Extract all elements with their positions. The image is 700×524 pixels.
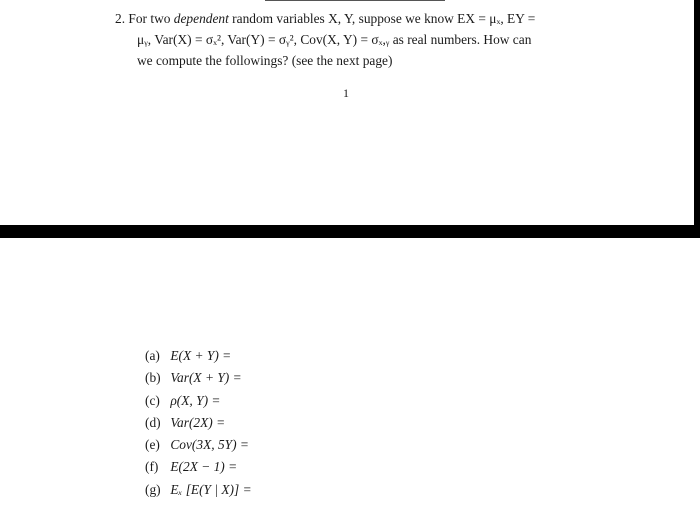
part-expression: E(2X − 1) = bbox=[170, 459, 238, 475]
part-f bbox=[145, 456, 252, 478]
part-e bbox=[145, 434, 252, 456]
part-label: (e) bbox=[145, 437, 160, 453]
part-a bbox=[145, 345, 252, 367]
page-1 bbox=[0, 0, 700, 225]
part-expression: ρ(X, Y) = bbox=[170, 392, 221, 408]
problem-text-suffix: random variables X, Y, suppose we know EX = μₓ, EY = bbox=[228, 11, 536, 26]
part-expression: Cov(3X, 5Y) = bbox=[170, 437, 249, 453]
part-expression: Var(X + Y) = bbox=[170, 370, 242, 386]
problem-number: 2. bbox=[115, 11, 126, 26]
part-expression: E(X + Y) = bbox=[170, 348, 232, 363]
part-expression: Var(2X) = bbox=[170, 414, 226, 430]
part-label: (f) bbox=[145, 459, 159, 475]
part-d bbox=[145, 412, 252, 434]
page-separator bbox=[0, 225, 700, 238]
problem-line-3: we compute the followings? (see the next page) bbox=[137, 53, 393, 68]
page-2 bbox=[0, 238, 700, 524]
problem-line-2: μᵧ, Var(X) = σₓ², Var(Y) = σᵧ², Cov(X, Y) = σₓ,ᵧ as real numbers. How can bbox=[137, 32, 532, 47]
parts-list bbox=[145, 345, 252, 501]
part-c bbox=[145, 390, 252, 412]
part-label: (a) bbox=[145, 348, 160, 363]
part-label: (g) bbox=[145, 481, 161, 497]
problem-2 bbox=[115, 8, 595, 71]
page-number: 1 bbox=[343, 86, 349, 100]
part-g bbox=[145, 479, 252, 501]
problem-text-prefix: For two bbox=[128, 11, 174, 26]
part-label: (d) bbox=[145, 414, 161, 430]
part-b bbox=[145, 367, 252, 389]
problem-line-1 bbox=[115, 8, 595, 29]
page-edge bbox=[694, 0, 700, 225]
problem-emphasis: dependent bbox=[173, 11, 229, 26]
part-label: (c) bbox=[145, 392, 160, 408]
part-expression: Eₓ [E(Y | X)] = bbox=[170, 481, 252, 497]
top-rule bbox=[265, 0, 445, 1]
part-label: (b) bbox=[145, 370, 161, 386]
